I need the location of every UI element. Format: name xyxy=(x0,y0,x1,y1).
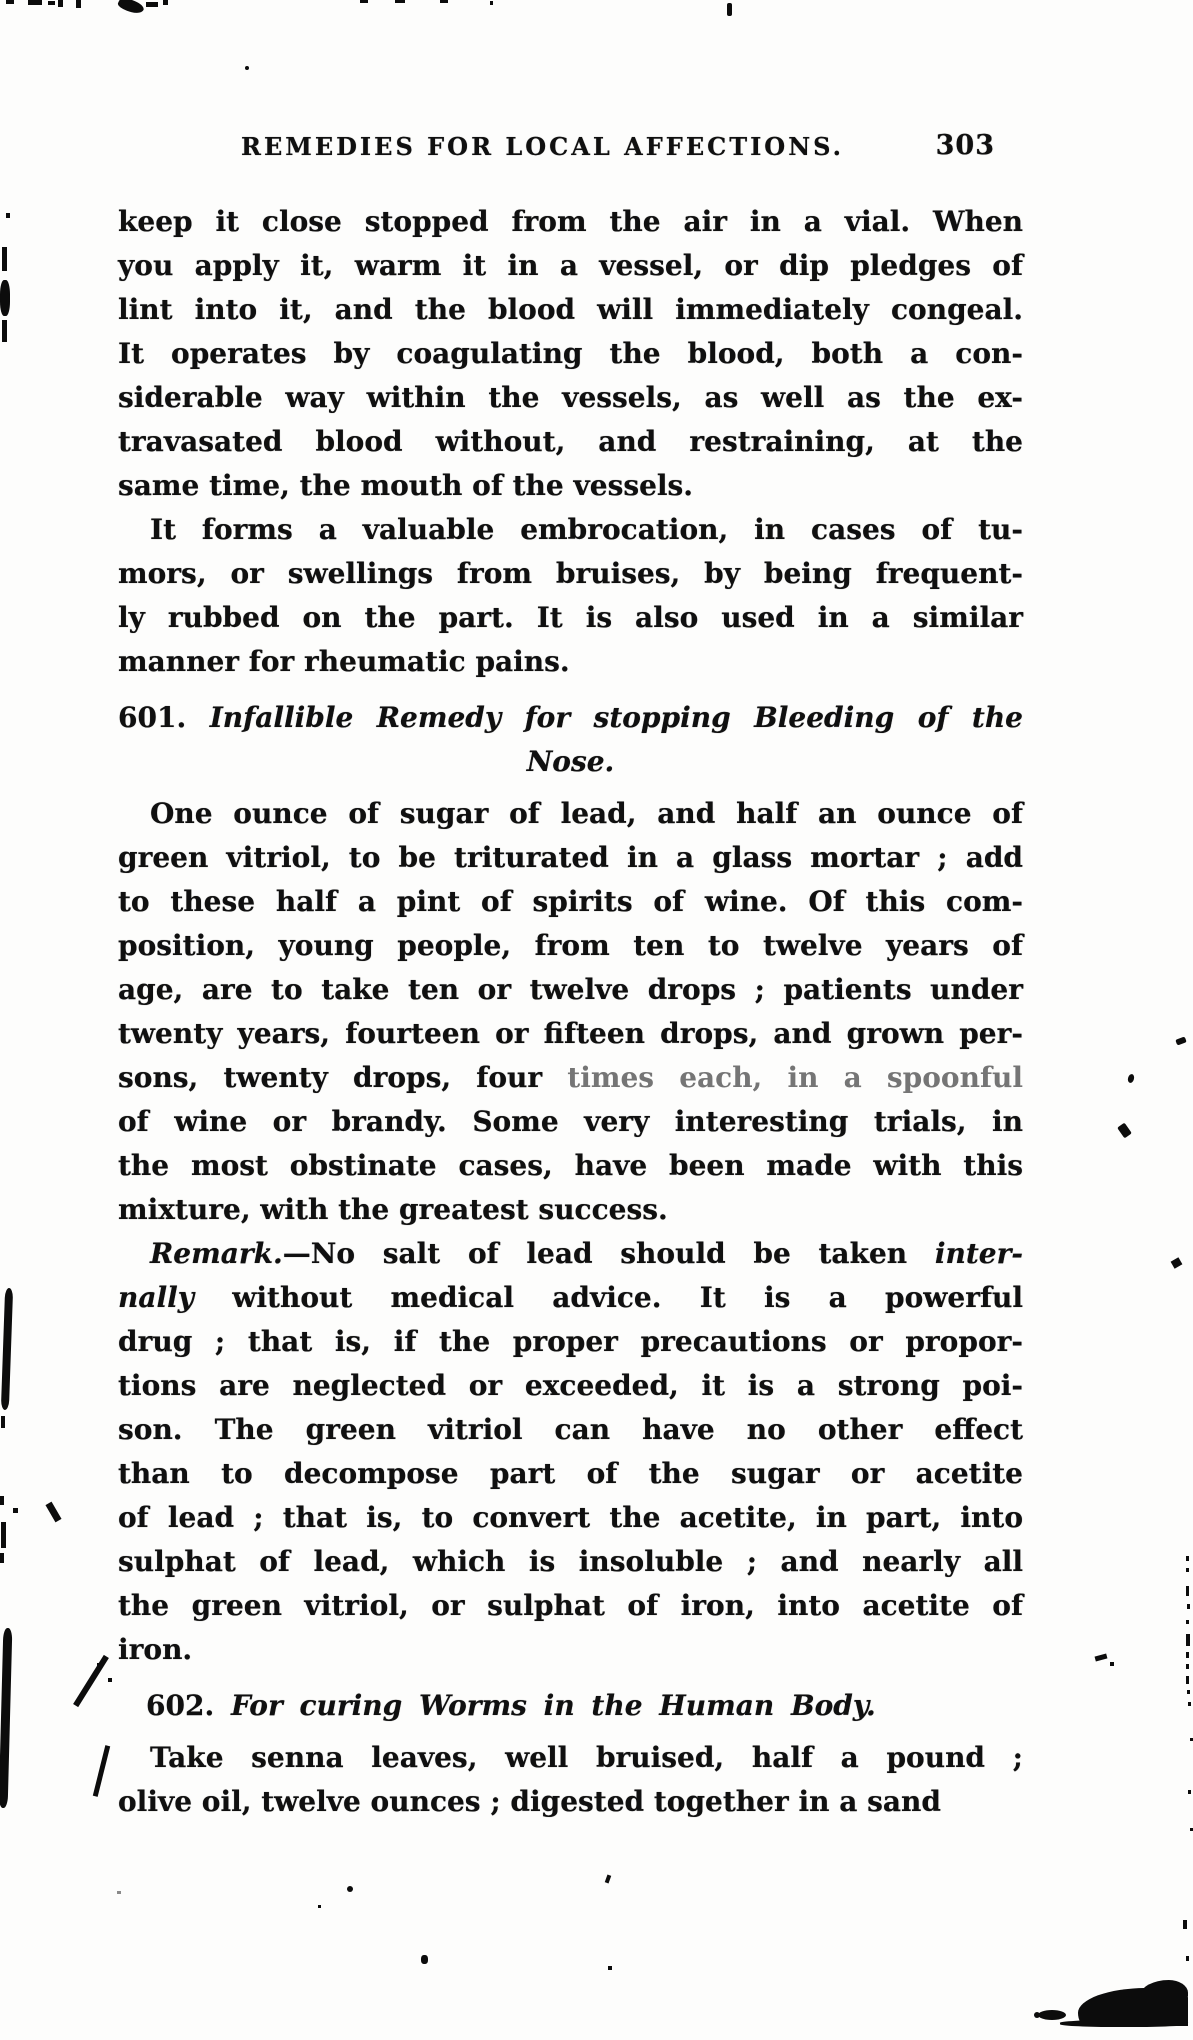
text-segment: It forms a valuable embrocation, in cases of tu- xyxy=(150,513,1023,546)
text-line xyxy=(118,596,1023,640)
text-line xyxy=(118,376,1023,420)
text-line xyxy=(118,1452,1023,1496)
text-segment: drug ; that is, if the proper precautions or propor- xyxy=(118,1325,1023,1358)
text-line xyxy=(118,1584,1023,1628)
text-segment: son. The green vitriol can have no other effect xyxy=(118,1413,1023,1446)
text-line xyxy=(118,968,1023,1012)
text-line xyxy=(118,792,1023,836)
text-line xyxy=(118,1780,1023,1824)
text-segment: inter- xyxy=(934,1237,1023,1270)
text-line xyxy=(118,288,1023,332)
text-segment: olive oil, twelve ounces ; digested together in a sand xyxy=(118,1785,941,1818)
ink-mark xyxy=(395,0,405,3)
ink-mark xyxy=(2,247,7,271)
text-line xyxy=(118,1496,1023,1540)
ink-mark xyxy=(1186,1634,1190,1646)
text-segment: same time, the mouth of the vessels. xyxy=(118,469,694,502)
text-line xyxy=(118,880,1023,924)
text-segment: of lead ; that is, to convert the acetite, in part, into xyxy=(118,1501,1023,1534)
text-line xyxy=(118,1320,1023,1364)
ink-mark xyxy=(1188,1702,1191,1706)
ink-mark xyxy=(1127,1073,1135,1083)
paragraph xyxy=(118,508,1023,684)
text-segment: lint into it, and the blood will immediately congeal. xyxy=(118,293,1023,326)
text-segment: One ounce of sugar of lead, and half an ounce of xyxy=(150,797,1023,830)
text-segment: Take senna leaves, well bruised, half a pound ; xyxy=(150,1741,1023,1774)
text-line xyxy=(118,508,1023,552)
text-segment: travasated blood without, and restraining, at the xyxy=(118,425,1023,458)
ink-mark xyxy=(440,0,448,3)
text-line xyxy=(118,924,1023,968)
ink-mark xyxy=(1095,1654,1108,1662)
paragraph xyxy=(118,1232,1023,1672)
text-line xyxy=(118,696,1023,740)
text-segment: —No salt of lead should be taken xyxy=(282,1237,935,1270)
scan-blob xyxy=(1034,2012,1040,2018)
text-segment: mixture, with the greatest success. xyxy=(118,1193,668,1226)
text-line xyxy=(118,1364,1023,1408)
text-line xyxy=(118,1408,1023,1452)
text-segment: iron. xyxy=(118,1633,193,1666)
ink-mark xyxy=(1186,1586,1189,1596)
text-segment: Remark. xyxy=(150,1237,283,1270)
text-line xyxy=(118,552,1023,596)
text-segment: For curing Worms in the Human Body. xyxy=(230,1689,876,1722)
text-segment: ly rubbed on the part. It is also used in a similar xyxy=(118,601,1023,634)
text-line xyxy=(118,1684,1023,1728)
ink-mark xyxy=(108,1678,112,1682)
text-line xyxy=(118,420,1023,464)
ink-mark xyxy=(490,1,493,5)
text-segment: without medical advice. It is a powerful xyxy=(194,1281,1023,1314)
text-segment: Nose. xyxy=(526,745,615,778)
text-line xyxy=(118,640,1023,684)
text-segment: tions are neglected or exceeded, it is a strong poi- xyxy=(118,1369,1023,1402)
ink-mark xyxy=(1110,1662,1114,1666)
ink-mark xyxy=(605,1875,611,1884)
text-segment: It operates by coagulating the blood, both a con- xyxy=(118,337,1023,370)
text-segment: times each, in a spoonful xyxy=(567,1061,1023,1094)
ink-mark xyxy=(1186,1652,1189,1658)
ink-mark xyxy=(2,320,7,342)
ink-mark xyxy=(0,280,10,316)
text-segment: manner for rheumatic pains. xyxy=(118,645,570,678)
text-line xyxy=(118,836,1023,880)
ink-mark xyxy=(0,1496,4,1505)
text-line xyxy=(118,1056,1023,1100)
ink-mark xyxy=(1117,1123,1132,1139)
ink-mark xyxy=(117,0,146,17)
text-segment: position, young people, from ten to twelve years of xyxy=(118,929,1023,962)
ink-mark xyxy=(1171,1257,1183,1268)
paragraph xyxy=(118,200,1023,508)
text-segment: sulphat of lead, which is insoluble ; and nearly all xyxy=(118,1545,1023,1578)
text-line xyxy=(118,1012,1023,1056)
ink-mark xyxy=(1187,1690,1190,1694)
ink-mark xyxy=(117,1891,121,1894)
ink-mark xyxy=(1,1416,5,1428)
ink-mark xyxy=(727,3,732,16)
ink-mark xyxy=(360,0,368,3)
ink-mark xyxy=(1183,1920,1187,1929)
text-line xyxy=(118,1276,1023,1320)
text-segment: the green vitriol, or sulphat of iron, into acetite of xyxy=(118,1589,1023,1622)
ink-mark xyxy=(48,1,55,5)
ink-mark xyxy=(13,1508,18,1513)
ink-mark xyxy=(245,66,249,70)
text-line xyxy=(118,740,1023,784)
ink-mark xyxy=(6,0,14,4)
ink-mark xyxy=(608,1966,612,1970)
ink-mark xyxy=(347,1886,353,1892)
text-line xyxy=(118,1232,1023,1276)
text-segment: green vitriol, to be triturated in a glass mortar ; add xyxy=(118,841,1023,874)
text-segment: you apply it, warm it in a vessel, or dip pledges of xyxy=(118,249,1023,282)
text-segment: siderable way within the vessels, as well as the ex- xyxy=(118,381,1023,414)
text-segment: mors, or swellings from bruises, by being frequent- xyxy=(118,557,1023,590)
ink-mark xyxy=(1186,1956,1189,1961)
text-line xyxy=(118,244,1023,288)
ink-mark xyxy=(1187,1604,1190,1609)
ink-mark xyxy=(1,1522,6,1548)
text-segment: 602. xyxy=(146,1689,231,1722)
text-line xyxy=(118,1144,1023,1188)
section-heading xyxy=(118,696,1023,784)
text-segment: sons, twenty drops, four xyxy=(118,1061,568,1094)
paragraph xyxy=(118,792,1023,1232)
text-segment: keep it close stopped from the air in a vial. When xyxy=(118,205,1023,238)
text-segment: to these half a pint of spirits of wine. Of this com- xyxy=(118,885,1023,918)
ink-mark xyxy=(1,1288,13,1410)
text-line xyxy=(118,332,1023,376)
ink-mark xyxy=(421,1955,428,1964)
text-segment: than to decompose part of the sugar or acetite xyxy=(118,1457,1023,1490)
ink-mark xyxy=(73,1655,109,1707)
ink-mark xyxy=(1175,1036,1186,1045)
text-segment: age, are to take ten or twelve drops ; patients under xyxy=(118,973,1023,1006)
ink-mark xyxy=(0,1553,4,1563)
running-head: REMEDIES FOR LOCAL AFFECTIONS. xyxy=(241,132,844,161)
text-line xyxy=(118,1628,1023,1672)
ink-mark xyxy=(1186,1676,1189,1684)
text-line xyxy=(118,1188,1023,1232)
ink-mark xyxy=(1186,1568,1189,1572)
scan-blob xyxy=(1038,2010,1066,2020)
text-line xyxy=(118,464,1023,508)
text-column xyxy=(118,200,1023,1824)
ink-mark xyxy=(0,1628,12,1808)
paragraph xyxy=(118,1736,1023,1824)
ink-mark xyxy=(1188,1790,1191,1794)
ink-mark xyxy=(97,1663,102,1668)
ink-mark xyxy=(58,0,63,7)
ink-mark xyxy=(6,213,10,218)
text-segment: nally xyxy=(118,1281,195,1314)
text-line xyxy=(118,200,1023,244)
section-heading xyxy=(118,1684,1023,1728)
ink-mark xyxy=(93,1745,110,1797)
ink-mark xyxy=(1186,1556,1189,1561)
ink-mark xyxy=(146,2,158,7)
ink-mark xyxy=(1186,1664,1189,1669)
ink-mark xyxy=(1186,1620,1189,1624)
ink-mark xyxy=(45,1502,61,1523)
text-segment: 601. xyxy=(118,701,210,734)
text-segment: Infallible Remedy for stopping Bleeding of the xyxy=(209,701,1023,734)
page-header xyxy=(118,132,1023,172)
ink-mark xyxy=(163,0,168,5)
page-number: 303 xyxy=(935,130,995,161)
text-line xyxy=(118,1736,1023,1780)
text-line xyxy=(118,1540,1023,1584)
ink-mark xyxy=(76,0,81,8)
text-line xyxy=(118,1100,1023,1144)
text-segment: twenty years, fourteen or fifteen drops, and grown per- xyxy=(118,1017,1023,1050)
scan-blob xyxy=(1060,2020,1188,2027)
text-segment: of wine or brandy. Some very interesting trials, in xyxy=(118,1105,1023,1138)
ink-mark xyxy=(318,1905,321,1908)
ink-mark xyxy=(28,0,42,5)
text-segment: the most obstinate cases, have been made with this xyxy=(118,1149,1023,1182)
